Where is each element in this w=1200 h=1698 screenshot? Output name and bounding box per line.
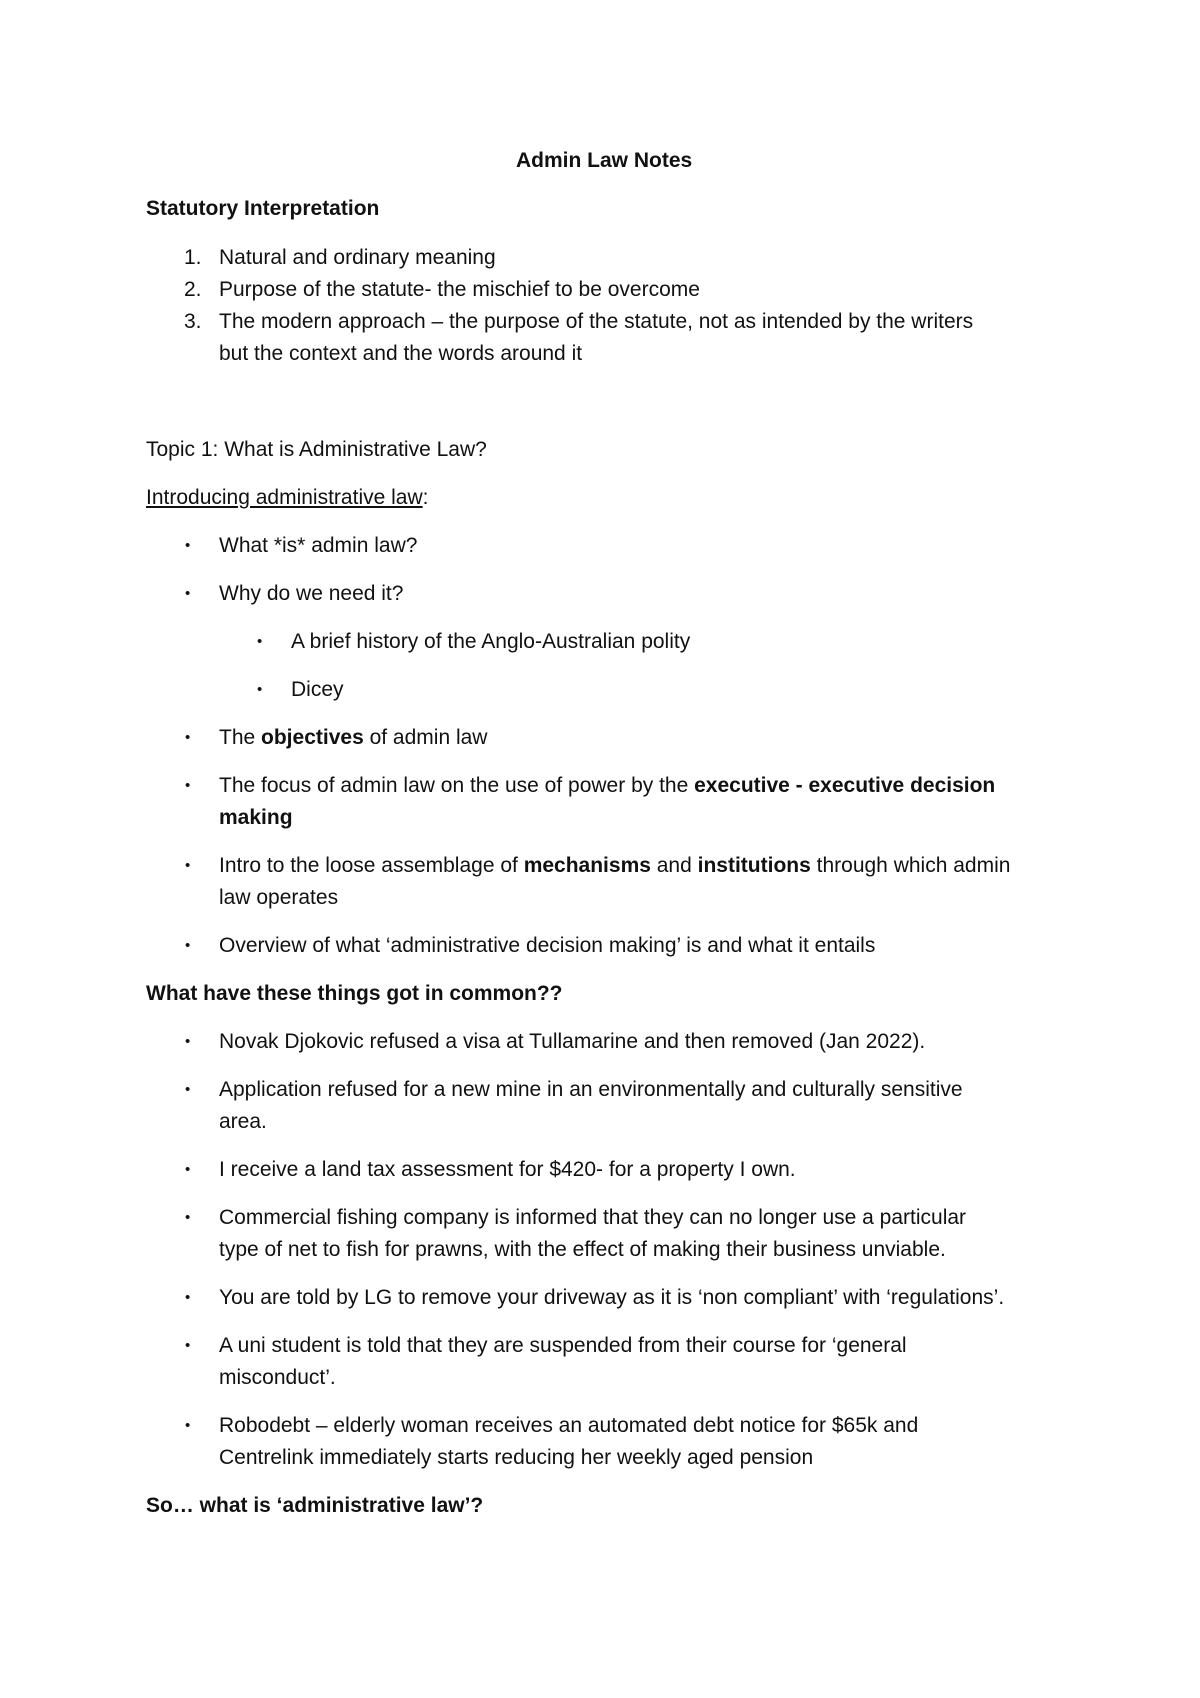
text-run: The bbox=[219, 726, 262, 749]
intro-heading bbox=[146, 485, 428, 511]
bullet: • bbox=[185, 1289, 191, 1306]
bullet: • bbox=[185, 729, 191, 746]
common-heading: What have these things got in common?? bbox=[146, 982, 563, 1005]
bullet: • bbox=[185, 1337, 191, 1354]
list-item: I receive a land tax assessment for $420- for a property I own. bbox=[219, 1158, 796, 1181]
list-item-continuation: area. bbox=[219, 1110, 267, 1133]
sub-list-item: A brief history of the Anglo-Australian polity bbox=[291, 630, 691, 653]
list-number: 2. bbox=[184, 278, 202, 301]
sub-bullet: • bbox=[257, 633, 263, 650]
bullet: • bbox=[185, 937, 191, 954]
list-item: Why do we need it? bbox=[219, 582, 404, 605]
text-run: and bbox=[650, 854, 698, 877]
list-item: Natural and ordinary meaning bbox=[219, 246, 496, 269]
list-item-continuation: type of net to fish for prawns, with the effect of making their business unviable. bbox=[219, 1238, 946, 1261]
closing-heading: So… what is ‘administrative law’? bbox=[146, 1494, 484, 1517]
list-item: Robodebt – elderly woman receives an automated debt notice for $65k and bbox=[219, 1414, 919, 1437]
topic-heading: Topic 1: What is Administrative Law? bbox=[146, 438, 487, 461]
text-run: through which admin bbox=[810, 854, 1011, 877]
bold-run: executive - executive decision bbox=[694, 774, 996, 797]
list-item: Purpose of the statute- the mischief to be overcome bbox=[219, 278, 700, 301]
list-item: Commercial fishing company is informed that they can no longer use a particular bbox=[219, 1206, 967, 1229]
bullet: • bbox=[185, 777, 191, 794]
bold-run: institutions bbox=[697, 854, 811, 877]
list-number: 1. bbox=[184, 246, 202, 269]
intro-heading-colon: : bbox=[422, 486, 429, 509]
bullet: • bbox=[185, 857, 191, 874]
bullet: • bbox=[185, 1417, 191, 1434]
list-item: Overview of what ‘administrative decision making’ is and what it entails bbox=[219, 934, 876, 957]
list-item-continuation: but the context and the words around it bbox=[219, 342, 583, 365]
bullet: • bbox=[185, 1081, 191, 1098]
list-item: What *is* admin law? bbox=[219, 534, 418, 557]
bullet: • bbox=[185, 585, 191, 602]
bold-run: objectives bbox=[261, 726, 364, 749]
list-item-continuation: making bbox=[219, 806, 293, 829]
list-item: The modern approach – the purpose of the statute, not as intended by the writers bbox=[219, 310, 974, 333]
list-item: A uni student is told that they are suspended from their course for ‘general bbox=[219, 1334, 907, 1357]
list-item: Novak Djokovic refused a visa at Tullamarine and then removed (Jan 2022). bbox=[219, 1030, 926, 1053]
bold-run: mechanisms bbox=[523, 854, 651, 877]
list-number: 3. bbox=[184, 310, 202, 333]
list-item bbox=[219, 853, 1010, 879]
bullet: • bbox=[185, 537, 191, 554]
bullet: • bbox=[185, 1161, 191, 1178]
bullet: • bbox=[185, 1033, 191, 1050]
text-run: of admin law bbox=[363, 726, 488, 749]
statutory-heading: Statutory Interpretation bbox=[146, 197, 380, 220]
list-item-continuation: Centrelink immediately starts reducing her weekly aged pension bbox=[219, 1446, 814, 1469]
bullet: • bbox=[185, 1209, 191, 1226]
list-item bbox=[219, 725, 487, 751]
list-item: You are told by LG to remove your driveway as it is ‘non compliant’ with ‘regulations’. bbox=[219, 1286, 1005, 1309]
list-item bbox=[219, 773, 995, 799]
sub-list-item: Dicey bbox=[291, 678, 344, 701]
list-item: Application refused for a new mine in an environmentally and culturally sensitive bbox=[219, 1078, 963, 1101]
intro-heading-text: Introducing administrative law bbox=[146, 486, 423, 509]
list-item-continuation: misconduct’. bbox=[219, 1366, 336, 1389]
sub-bullet: • bbox=[257, 681, 263, 698]
list-item-continuation: law operates bbox=[219, 886, 339, 909]
document-title: Admin Law Notes bbox=[516, 149, 693, 172]
text-run: The focus of admin law on the use of power by the bbox=[219, 774, 695, 797]
text-run: Intro to the loose assemblage of bbox=[219, 854, 524, 877]
